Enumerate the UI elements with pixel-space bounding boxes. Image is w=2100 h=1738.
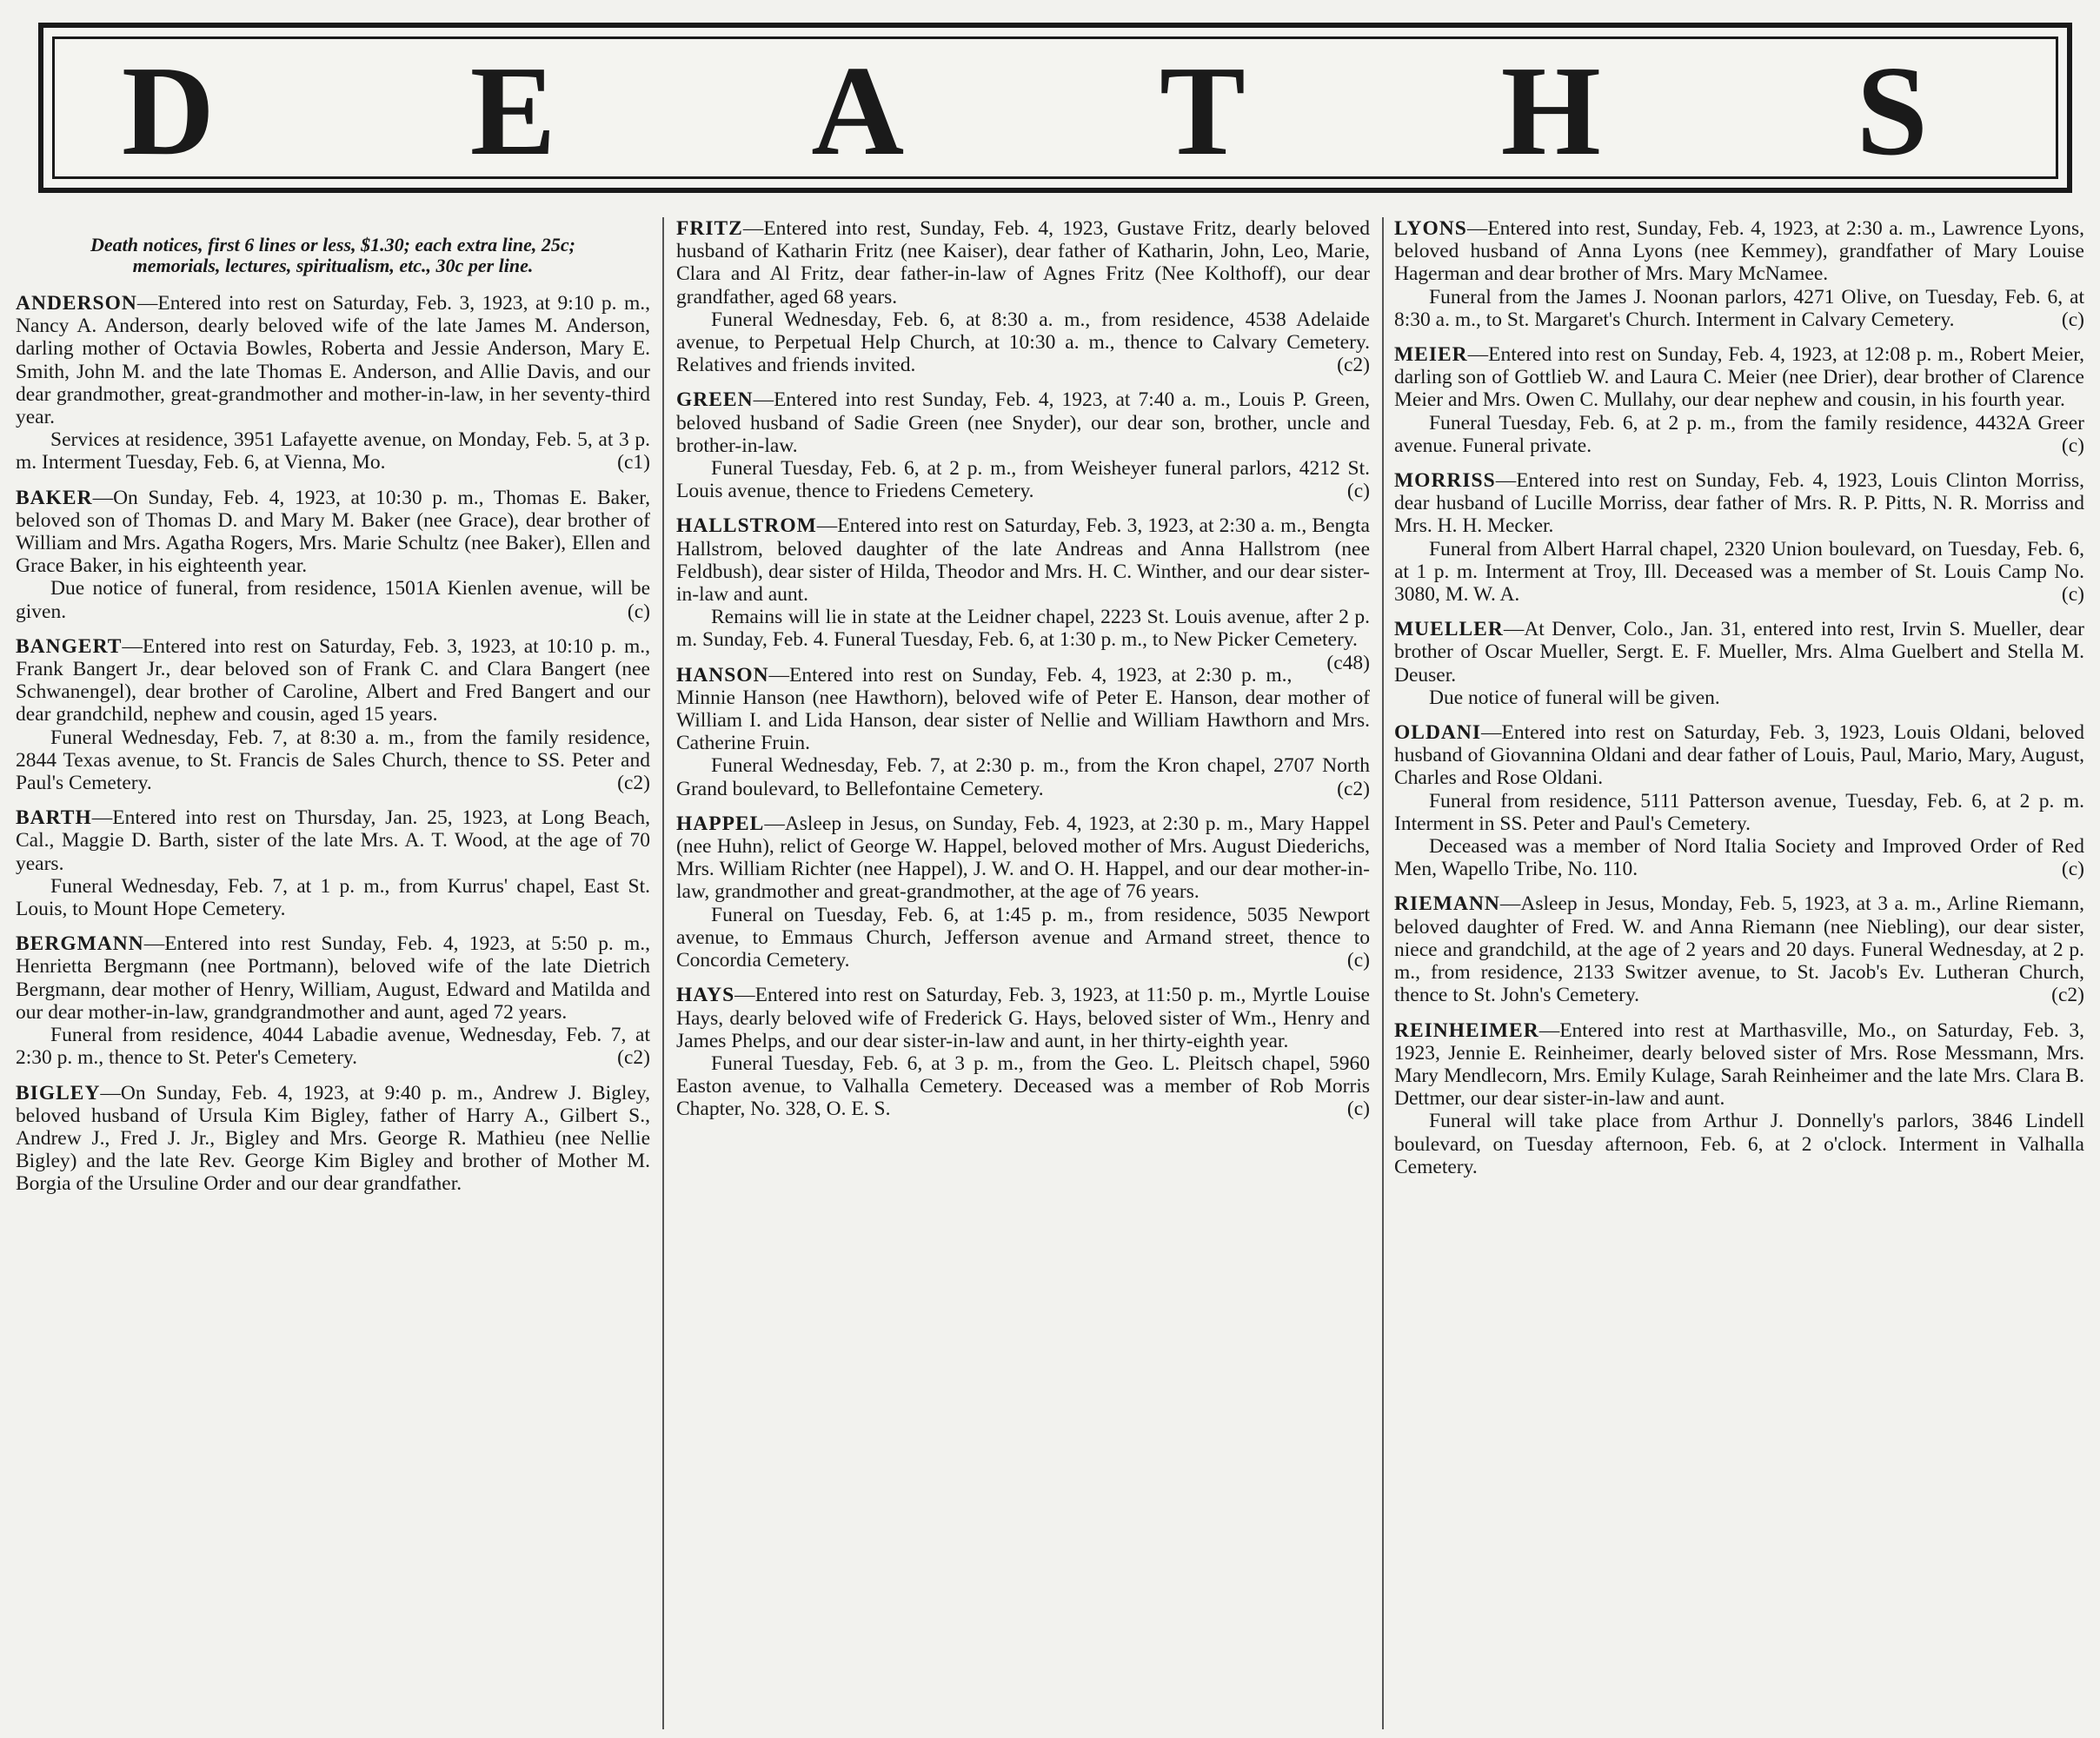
notice-paragraph: Funeral Wednesday, Feb. 7, at 2:30 p. m., from the Kron chapel, 2707 North Grand boulevard, to Bellefontaine Cemetery. [676, 754, 1370, 800]
notice-paragraph: Funeral Wednesday, Feb. 7, at 8:30 a. m., from the family residence, 2844 Texas avenue, to St. Francis de Sales Church, thence to SS. Peter and Paul's Cemetery. [16, 726, 650, 795]
death-notice [1394, 343, 2084, 457]
notice-paragraph: Funeral Wednesday, Feb. 7, at 1 p. m., from Kurrus' chapel, East St. Louis, to Mount Hope Cemetery. [16, 874, 650, 921]
notice-paragraph: Funeral from residence, 5111 Patterson avenue, Tuesday, Feb. 6, at 2 p. m. Interment in SS. Peter and Paul's Cemetery. [1394, 789, 2084, 835]
banner-letter: A [811, 40, 905, 182]
death-notice [1394, 618, 2084, 709]
notice-text [676, 388, 1370, 457]
notice-code: (c) [2061, 308, 2084, 331]
banner-letter: D [122, 40, 215, 182]
death-notice [1394, 892, 2084, 1006]
notice-funeral-details [1394, 538, 2084, 607]
notice-surname: LYONS [1394, 217, 1467, 240]
notices-list [676, 217, 1370, 1121]
notice-text [16, 292, 650, 428]
notice-paragraph: Services at residence, 3951 Lafayette avenue, on Monday, Feb. 5, at 3 p. m. Interment Tuesday, Feb. 6, at Vienna, Mo. [16, 428, 650, 474]
notice-paragraph: Deceased was a member of Nord Italia Society and Improved Order of Red Men, Wapello Tribe, No. 110. [1394, 835, 2084, 881]
notice-text [676, 217, 1370, 308]
notice-text [676, 664, 1370, 755]
death-notice [1394, 217, 2084, 331]
notice-surname: HAPPEL [676, 812, 765, 835]
column-2 [676, 217, 1370, 1729]
notice-funeral-details [676, 457, 1370, 502]
notice-paragraph: —Entered into rest on Saturday, Feb. 3, 1923, at 2:30 a. m., Bengta Hallstrom, beloved daughter of the late Andreas and Anna Hallstrom (nee Feldbush), dear sister of Hilda, Theodor and Mrs. H. C. Winther, and our dear sister-in-law and aunt. [676, 514, 1370, 607]
notice-code: (c) [2061, 583, 2084, 607]
notice-text [676, 514, 1370, 606]
notice-paragraph: —On Sunday, Feb. 4, 1923, at 9:40 p. m., Andrew J. Bigley, beloved husband of Ursula Kim Bigley, father of Harry A., Gilbert S., Andrew J., Fred J. Jr., Bigley and Mrs. George R. Mathieu (nee Nellie Bigley) and the late Rev. George Kim Bigley and brother of Mother M. Borgia of the Ursuline Order and our dear grandfather. [16, 1081, 650, 1196]
death-notice [676, 813, 1370, 972]
notice-code: (c) [2061, 434, 2084, 457]
notice-paragraph: Funeral Tuesday, Feb. 6, at 2 p. m., from the family residence, 4432A Greer avenue. Funeral private. [1394, 411, 2084, 457]
notice-surname: MUELLER [1394, 618, 1504, 641]
notice-surname: REINHEIMER [1394, 1018, 1539, 1042]
notice-surname: HANSON [676, 663, 769, 687]
death-notice [16, 806, 650, 920]
column-3 [1394, 217, 2084, 1729]
notice-text [676, 984, 1370, 1052]
banner-letter: E [469, 40, 556, 182]
notice-text [676, 813, 1370, 904]
notice-text [16, 1082, 650, 1196]
notice-text [1394, 469, 2084, 538]
notice-text [1394, 343, 2084, 412]
banner-title [43, 40, 2067, 182]
notice-code: (c1) [617, 451, 650, 474]
notice-surname: BIGLEY [16, 1081, 101, 1104]
notice-code: (c48) [1326, 651, 1370, 674]
death-notice [16, 1082, 650, 1196]
death-notice [676, 388, 1370, 502]
notice-surname: FRITZ [676, 217, 743, 240]
notice-funeral-details [1394, 835, 2084, 880]
notice-text [16, 635, 650, 726]
death-notice [676, 514, 1370, 674]
notice-paragraph: —Entered into rest, Sunday, Feb. 4, 1923, at 2:30 a. m., Lawrence Lyons, beloved husband of Anna Lyons (nee Kemmey), grandfather of Mary Louise Hagerman and dear brother of Mrs. Mary McNamee. [1394, 217, 2084, 286]
death-notice [16, 292, 650, 474]
notice-text [16, 487, 650, 578]
notice-code: (c2) [1337, 354, 1370, 377]
notice-paragraph: —Entered into rest on Saturday, Feb. 3, 1923, at 11:50 p. m., Myrtle Louise Hays, dearly beloved wife of Frederick G. Hays, beloved sister of Wm., Henry and James Phelps, and our dear sister-in-law and aunt, in her thirty-eighth year. [676, 984, 1370, 1052]
death-notice [1394, 1019, 2084, 1178]
column-rule [1382, 217, 1384, 1729]
death-notice [676, 984, 1370, 1120]
notice-paragraph: Funeral from Albert Harral chapel, 2320 Union boulevard, on Tuesday, Feb. 6, at 1 p. m. Interment at Troy, Ill. Deceased was a member of St. Louis Camp No. 3080, M. W. A. [1394, 537, 2084, 607]
notice-funeral-details [16, 577, 650, 622]
notice-code: (c2) [617, 772, 650, 795]
notice-paragraph: —Entered into rest on Saturday, Feb. 3, 1923, at 9:10 p. m., Nancy A. Anderson, dearly beloved wife of the late James M. Anderson, darling mother of Octavia Bowles, Roberta and Jessie Anderson, Mary E. Smith, John M. and the late Thomas E. Anderson, and Allie Davis, and our dear grandmother, great-grandmother and mother-in-law, in her seventy-third year. [16, 292, 650, 429]
notice-paragraph: Due notice of funeral will be given. [1429, 686, 1720, 709]
death-notice [16, 635, 650, 794]
notice-text [1394, 618, 2084, 687]
notice-funeral-details [676, 1052, 1370, 1121]
notice-paragraph: —Entered into rest on Sunday, Feb. 4, 1923, at 2:30 p. m., Minnie Hanson (nee Hawthorn), beloved wife of Peter E. Hanson, dear mother of William I. and Lida Hanson, dear sister of Nellie and William Hawthorn and Mrs. Catherine Fruin. [676, 663, 1370, 755]
column-1 [16, 217, 650, 1729]
banner-letter: S [1856, 40, 1928, 182]
notice-paragraph: —Entered into rest on Saturday, Feb. 3, 1923, Louis Oldani, beloved husband of Giovannina Oldani and dear father of Louis, Paul, Mario, Mary, August, Charles and Rose Oldani. [1394, 721, 2084, 790]
death-notice [1394, 469, 2084, 606]
notice-surname: ANDERSON [16, 292, 137, 315]
notice-code: (c) [1346, 1098, 1370, 1121]
notice-code: (c2) [1337, 777, 1370, 800]
death-notice [1394, 721, 2084, 880]
notice-paragraph: —Asleep in Jesus, Monday, Feb. 5, 1923, at 3 a. m., Arline Riemann, beloved daughter of Fred. W. and Anna Riemann (nee Niebling), our dear sister, niece and grandchild, at the age of 2 years and 20 days. Funeral Wednesday, at 2 p. m., from residence, 2133 Switzer avenue, to St. Jacob's Ev. Lutheran Church, thence to St. John's Cemetery. [1394, 892, 2084, 1007]
notice-text [1394, 892, 2084, 1006]
notice-paragraph: Funeral Tuesday, Feb. 6, at 2 p. m., from Weisheyer funeral parlors, 4212 St. Louis avenue, thence to Friedens Cemetery. [676, 457, 1370, 503]
notice-surname: HAYS [676, 984, 735, 1007]
notice-paragraph: —Asleep in Jesus, on Sunday, Feb. 4, 1923, at 2:30 p. m., Mary Happel (nee Huhn), relict of George W. Happel, beloved mother of Mrs. August Diederichs, Mrs. William Richter (nee Happel), J. W. and O. H. Happel, and our dear mother-in-law, grandmother and great-grandmother, at the age of 76 years. [676, 812, 1370, 904]
notice-paragraph: Due notice of funeral, from residence, 1501A Kienlen avenue, will be given. [16, 577, 650, 623]
notice-surname: BERGMANN [16, 932, 144, 956]
notice-funeral-details [676, 308, 1370, 377]
rates-notice: Death notices, first 6 lines or less, $1.30; each extra line, 25c; memorials, lectures, spiritualism, etc., 30c per line. [90, 234, 575, 276]
notice-surname: HALLSTROM [676, 514, 817, 538]
notice-paragraph: —On Sunday, Feb. 4, 1923, at 10:30 p. m., Thomas E. Baker, beloved son of Thomas D. and Mary M. Baker (nee Grace), dear brother of William and Mrs. Agatha Rogers, Mrs. Marie Schultz (nee Baker), Ellen and Grace Baker, in his eighteenth year. [16, 486, 650, 578]
death-notice [676, 664, 1370, 800]
notice-text [16, 806, 650, 875]
notice-code: (c) [627, 600, 650, 623]
notice-surname: RIEMANN [1394, 892, 1500, 916]
notice-funeral-details [16, 428, 650, 474]
notice-paragraph: Funeral Wednesday, Feb. 6, at 8:30 a. m., from residence, 4538 Adelaide avenue, to Perpetual Help Church, at 10:30 a. m., thence to Calvary Cemetery. Relatives and friends invited. [676, 308, 1370, 377]
notice-funeral-details [16, 875, 650, 920]
column-rule [662, 217, 664, 1729]
notice-funeral-details [1394, 790, 2084, 835]
banner-letter: T [1160, 40, 1246, 182]
notice-paragraph: —Entered into rest, Sunday, Feb. 4, 1923, Gustave Fritz, dearly beloved husband of Katharin Fritz (nee Kaiser), dear father of Katharin, John, Leo, Marie, Clara and Al Fritz, dear father-in-law of Agnes Fritz (Nee Kolthoff), our dear grandfather, aged 68 years. [676, 217, 1370, 308]
notice-surname: BARTH [16, 806, 92, 830]
notice-code: (c) [1346, 480, 1370, 503]
notice-funeral-details [16, 726, 650, 795]
notice-surname: BAKER [16, 486, 93, 509]
notice-funeral-details [16, 1024, 650, 1069]
notice-funeral-details [1394, 286, 2084, 331]
notice-text [1394, 217, 2084, 286]
notice-paragraph: Funeral Tuesday, Feb. 6, at 3 p. m., from the Geo. L. Pleitsch chapel, 5960 Easton avenue, to Valhalla Cemetery. Deceased was a member of Rob Morris Chapter, No. 328, O. E. S. [676, 1051, 1370, 1121]
notice-funeral-details [1394, 412, 2084, 457]
notice-paragraph: —Entered into rest on Sunday, Feb. 4, 1923, Louis Clinton Morriss, dear husband of Lucille Morriss, dear father of Mrs. R. P. Pitts, N. R. Morriss and Mrs. H. H. Mecker. [1394, 469, 2084, 538]
notice-funeral-details [676, 754, 1370, 799]
notice-paragraph: —Entered into rest at Marthasville, Mo., on Saturday, Feb. 3, 1923, Jennie E. Reinheimer, dearly beloved sister of Mrs. Rose Messmann, Mrs. Mary Mendlecorn, Mrs. Emily Kulage, Sarah Reinheimer and the late Mrs. Clara B. Dettmer, our dear sister-in-law and aunt. [1394, 1018, 2084, 1111]
death-notice [16, 487, 650, 623]
notice-paragraph: —Entered into rest on Thursday, Jan. 25, 1923, at Long Beach, Cal., Maggie D. Barth, sister of the late Mrs. A. T. Wood, at the age of 70 years. [16, 806, 650, 875]
notice-surname: MEIER [1394, 343, 1468, 367]
notice-funeral-details [1394, 687, 2084, 709]
notice-paragraph: —At Denver, Colo., Jan. 31, entered into rest, Irvin S. Mueller, dear brother of Oscar Mueller, Sergt. E. F. Mueller, Mrs. Alma Guelbert and Stella M. Deuser. [1394, 618, 2084, 687]
notice-surname: OLDANI [1394, 721, 1482, 745]
notice-paragraph: Funeral on Tuesday, Feb. 6, at 1:45 p. m., from residence, 5035 Newport avenue, to Emmaus Church, Jefferson avenue and Armand street, thence to Concordia Cemetery. [676, 903, 1370, 972]
notice-code: (c2) [617, 1046, 650, 1070]
notice-text [1394, 1019, 2084, 1111]
notice-paragraph: Funeral from residence, 4044 Labadie avenue, Wednesday, Feb. 7, at 2:30 p. m., thence to St. Peter's Cemetery. [16, 1024, 650, 1070]
notice-funeral-details [676, 606, 1370, 674]
notice-paragraph: —Entered into rest Sunday, Feb. 4, 1923, at 7:40 a. m., Louis P. Green, beloved husband of Sadie Green (nee Snyder), our dear son, brother, uncle and brother-in-law. [676, 388, 1370, 457]
notices-list [1394, 217, 2084, 1178]
notice-paragraph: —Entered into rest Sunday, Feb. 4, 1923, at 5:50 p. m., Henrietta Bergmann (nee Portmann), beloved wife of the late Dietrich Bergmann, dear mother of Henry, William, August, Edward and Matilda and our dear mother-in-law, grandgrandmother and aunt, aged 72 years. [16, 932, 650, 1024]
death-notice [676, 217, 1370, 376]
death-notice [16, 932, 650, 1069]
notice-code: (c) [1346, 949, 1370, 972]
notice-text [1394, 721, 2084, 790]
notice-surname: GREEN [676, 388, 754, 412]
notice-code: (c) [2061, 858, 2084, 881]
notice-paragraph: —Entered into rest on Saturday, Feb. 3, 1923, at 10:10 p. m., Frank Bangert Jr., dear beloved son of Frank C. and Clara Bangert (nee Schwanengel), dear brother of Caroline, Albert and Fred Bangert and our dear grandchild, nephew and cousin, aged 15 years. [16, 634, 650, 726]
notice-funeral-details [1394, 1110, 2084, 1178]
notice-paragraph: —Entered into rest on Sunday, Feb. 4, 1923, at 12:08 p. m., Robert Meier, darling son of Gottlieb W. and Laura C. Meier (nee Drier), dear brother of Clarence Meier and Mrs. Owen C. Mullahy, our dear nephew and cousin, in his fourth year. [1394, 343, 2084, 412]
banner-letter: H [1500, 40, 1601, 182]
notice-surname: MORRISS [1394, 469, 1496, 493]
notice-text [16, 932, 650, 1024]
notices-list [16, 292, 650, 1196]
deaths-banner [38, 23, 2072, 193]
notice-paragraph: Funeral will take place from Arthur J. Donnelly's parlors, 3846 Lindell boulevard, on Tuesday afternoon, Feb. 6, at 2 o'clock. Interment in Valhalla Cemetery. [1394, 1110, 2084, 1178]
notice-paragraph: Funeral from the James J. Noonan parlors, 4271 Olive, on Tuesday, Feb. 6, at 8:30 a. m., to St. Margaret's Church. Interment in Calvary Cemetery. [1394, 285, 2084, 331]
notice-paragraph: Remains will lie in state at the Leidner chapel, 2223 St. Louis avenue, after 2 p. m. Sunday, Feb. 4. Funeral Tuesday, Feb. 6, at 1:30 p. m., to New Picker Cemetery. [676, 606, 1370, 652]
notice-funeral-details [676, 904, 1370, 972]
notice-surname: BANGERT [16, 634, 123, 658]
notice-code: (c2) [2051, 984, 2084, 1007]
